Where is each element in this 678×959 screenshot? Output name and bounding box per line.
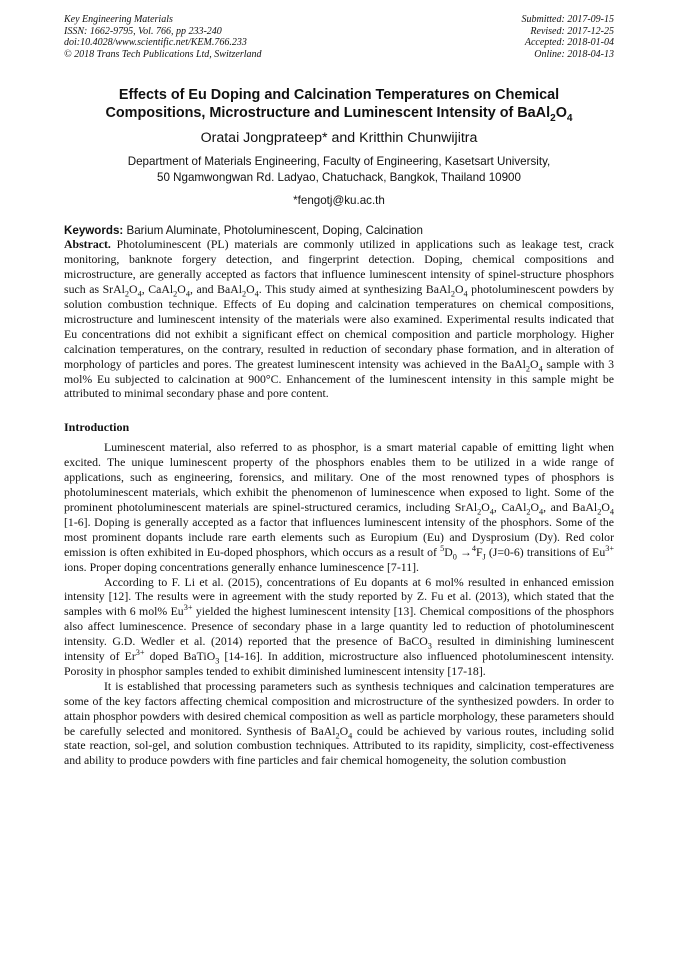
- accepted-date: Accepted: 2018-01-04: [524, 37, 614, 49]
- header-meta: [64, 14, 614, 60]
- title-line-1: Effects of Eu Doping and Calcination Temperatures on Chemical: [118, 87, 560, 104]
- journal-name: Key Engineering Materials: [64, 14, 173, 25]
- affiliation: [64, 154, 614, 186]
- title-line-2: Compositions, Microstructure and Luminescent Intensity of $BaAl_2O_4$: [105, 105, 573, 125]
- section-heading-introduction: Introduction: [64, 420, 130, 435]
- abstract: Abstract. Photoluminescent (PL) materials are commonly utilized in applications such as leakage test, crack monitoring, banknote forgery detection, and fingerprint detection. Doping, chemical compositions and microstructure, are generally accepted as factors that influence luminescent intensity of spinel-structure phosphors such as $SrAl_2O_4$, $CaAl_2O_4$, and $BaAl_2O_4$. This study aimed at synthesizing $BaAl_2O_4$ photoluminescent powders by solution combustion technique. Effects of Eu doping and calcination temperatures on chemical compositions, microstructure and luminescent intensity of the materials were also examined. Experimental results indicated that Eu concentrations did not exhibit a significant effect on chemical composition and particle morphology. Higher calcination temperatures, on the contrary, resulted in reduction of secondary phase formation, and in alteration of morphology of particles and pores. The greatest luminescent intensity was achieved in the $BaAl_2O_4$ sample with 3 mol% Eu subjected to calcination at 900°C. Enhancement of the luminescent intensity in this sample might be attributed to minimal secondary phase and pore content.: [64, 237, 615, 401]
- submitted-date: Submitted: 2017-09-15: [521, 14, 614, 25]
- issn: ISSN: 1662-9795, Vol. 766, pp 233-240: [64, 25, 222, 37]
- paper-page: [64, 14, 614, 768]
- abstract-label: Abstract.: [64, 237, 111, 252]
- keywords-label: Keywords:: [64, 224, 124, 238]
- revised-date: Revised: 2017-12-25: [530, 25, 614, 37]
- journal-info: [64, 14, 262, 60]
- copyright: © 2018 Trans Tech Publications Ltd, Switzerland: [64, 48, 262, 60]
- online-date: Online: 2018-04-13: [534, 48, 614, 60]
- keywords-text: Barium Aluminate, Photoluminescent, Doping, Calcination: [123, 224, 423, 238]
- keywords: [64, 224, 614, 237]
- paper-title: [64, 86, 614, 125]
- intro-paragraph-2: According to F. Li et al. (2015), concentrations of Eu dopants at 6 mol% resulted in enhanced emission intensity [12]. The results were in agreement with the study reported by Z. Fu et al. (2013), which stated that the samples with 6 mol% $Eu^{3+}$ yielded the highest luminescent intensity [13]. Chemical compositions of the phosphors also affect luminescence. Presence of secondary phase in a large quantity led to reduction of photoluminescent intensity. G.D. Wedler et al. (2014) reported that the presence of BaCO$_3$ resulted in diminishing luminescent intensity of $Er^{3+}$ doped BaTiO$_3$ [14-16]. In addition, microstructure also influenced photoluminescent intensity. Porosity in phosphor samples tended to exhibit diminished luminescent intensity [17-18].: [64, 574, 614, 678]
- authors: Oratai Jongprateep* and Kritthin Chunwijitra: [200, 130, 478, 147]
- intro-paragraph-3: It is established that processing parameters such as synthesis techniques and calcination temperatures are some of the key factors affecting chemical composition and microstructure of the synthesized powders. In order to attain phosphor powders with desired chemical composition as well as particle morphology, these parameters should be carefully selected and monitored. Synthesis of $BaAl_2O_4$ could be achieved by various routes, including solid state reaction, sol-gel, and solution combustion techniques. Attributed to its rapidity, simplicity, cost-effectiveness and ability to produce powders with fine particles and fair chemical homogeneity, the solution combustion: [64, 678, 614, 768]
- dates-info: [522, 14, 615, 60]
- intro-paragraph-1: Luminescent material, also referred to as phosphor, is a smart material capable of emitting light when excited. The unique luminescent property of the phosphors enables them to be utilized in a wide range of applications, such as engineering, forensics, and military. One of the most renowned types of phosphors is photoluminescent materials, which exhibit the phenomenon of luminescence when exposed to light. Some of the prominent photoluminescent materials are spinel-structured ceramics, including $SrAl_2O_4$, $CaAl_2O_4$, and $BaAl_2O_4$ [1-6]. Doping is generally accepted as a factor that influences luminescent intensity of the phosphors. Some of the most prominent dopants include rare earth elements such as Europium (Eu) and Dysprosium (Dy). Red color emission is often exhibited in Eu-doped phosphors, which occurs as a result of $^5D_0 \to^4F_J$ (J=0-6) transitions of $Eu^{3+}$ ions. Proper doping concentrations generally enhance luminescence [7-11].: [64, 440, 614, 574]
- author-email[interactable]: *fengotj@ku.ac.th: [293, 194, 385, 208]
- affiliation-line-2: 50 Ngamwongwan Rd. Ladyao, Chatuchack, Bangkok, Thailand 10900: [157, 171, 521, 185]
- doi: doi:10.4028/www.scientific.net/KEM.766.233: [64, 37, 247, 49]
- affiliation-line-1: Department of Materials Engineering, Faculty of Engineering, Kasetsart University,: [127, 155, 551, 169]
